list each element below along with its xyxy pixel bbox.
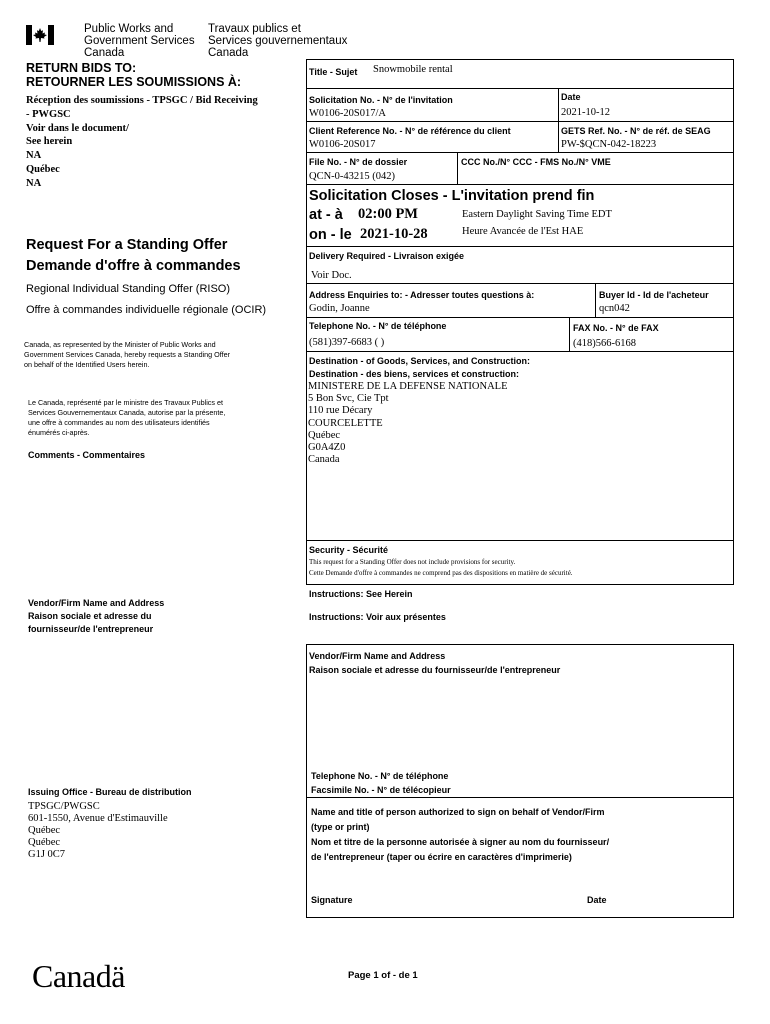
return-bids-line: NA [26,177,42,189]
date-value: 2021-10-12 [561,107,610,118]
page-title [26,235,241,277]
department-line: Canada [208,47,249,59]
page-number: Page 1 of - de 1 [348,970,418,981]
vendor-label-left [28,597,164,636]
paragraph-line: Services Gouvernementaux Canada, autorise par la présente, [28,408,226,417]
department-name-en [84,23,195,59]
date-label: Date [561,92,581,102]
telephone-value: (581)397-6683 ( ) [309,337,385,348]
instructions-fr: Instructions: Voir aux présentes [309,612,446,622]
closing-date-label: on - le [309,227,352,243]
signature-label: Signature [311,895,353,905]
destination-label-en: Destination - of Goods, Services, and Construction: [309,356,531,366]
return-bids-title-en: RETURN BIDS TO: [26,61,137,75]
page-title-fr: Demande d'offre à commandes [26,258,241,274]
buyer-id-value: qcn042 [599,303,630,314]
closing-date-value: 2021-10-28 [360,226,428,242]
closing-title: Solicitation Closes - L'invitation prend fin [309,188,595,204]
destination-line: Canada [308,454,340,466]
address-enquiries-value: Godin, Joanne [309,303,370,314]
destination-label-fr: Destination - des biens, services et construction: [309,369,520,379]
vendor-label-line: Raison sociale et adresse du [28,611,152,621]
gets-reference-label: GETS Ref. No. - N° de réf. de SEAG [561,126,711,136]
gets-reference-value: PW-$QCN-042-18223 [561,139,657,150]
title-value: Snowmobile rental [373,64,453,75]
timezone-en: Eastern Daylight Saving Time EDT [462,209,612,220]
destination-line: COURCELETTE [308,417,383,429]
return-bids-address [26,94,258,191]
return-bids-line: NA [26,150,42,162]
delivery-label: Delivery Required - Livraison exigée [309,251,465,261]
return-bids-heading [26,61,241,89]
issuing-office-address [28,801,168,861]
department-line: Travaux publics et [208,23,301,35]
authorized-signer-line: Nom et titre de la personne autorisée à signer au nom du fournisseur/ [311,837,610,847]
paragraph-line: Le Canada, représenté par le ministre des Travaux Publics et [28,398,223,407]
paragraph-line: énumérés ci-après. [28,428,90,437]
paragraph-line: on behalf of the Identified Users herein. [24,360,150,369]
department-line: Services gouvernementaux [208,35,348,47]
destination-line: MINISTERE DE LA DEFENSE NATIONALE [308,381,508,392]
canada-flag-icon [26,25,54,45]
intro-paragraph-en [24,340,230,370]
department-line: Government Services [84,35,195,47]
destination-address [308,381,508,466]
vendor-telephone-label: Telephone No. - N° de téléphone [311,771,449,781]
vendor-name-address-field[interactable] [308,679,732,767]
department-line: Public Works and [84,23,174,35]
return-bids-line: Voir dans le document/ [26,122,129,134]
canada-wordmark: Canadä [32,958,125,994]
department-line: Canada [84,47,125,59]
intro-paragraph-fr [28,398,225,438]
destination-line: Québec [308,429,341,441]
delivery-value: Voir Doc. [311,270,352,281]
client-reference-label: Client Reference No. - N° de référence du client [309,126,511,136]
file-number-label: File No. - N° de dossier [309,157,408,167]
ccc-number-label: CCC No./N° CCC - FMS No./N° VME [461,157,611,167]
signature-date-label: Date [587,895,607,905]
paragraph-line: Canada, as represented by the Minister of Public Works and [24,340,216,349]
closing-time-value: 02:00 PM [358,206,418,222]
comments-label: Comments - Commentaires [28,450,146,460]
page-title-en: Request For a Standing Offer [26,237,228,253]
solicitation-number-label: Solicitation No. - N° de l'invitation [309,95,453,105]
vendor-name-label: Vendor/Firm Name and Address [309,651,446,661]
vendor-label-line: fournisseur/de l'entrepreneur [28,624,154,634]
return-bids-line: See herein [26,136,73,148]
issuing-line: TPSGC/PWGSC [28,801,100,812]
solicitation-number-value: W0106-20S017/A [309,108,386,119]
authorized-signer-line: de l'entrepreneur (taper ou écrire en caractères d'imprimerie) [311,852,572,862]
authorized-signer-line: (type or print) [311,822,370,832]
closing-time-label: at - à [309,207,343,223]
issuing-line: G1J 0C7 [28,849,66,860]
security-text-en: This request for a Standing Offer does not include provisions for security. [309,558,516,566]
title-label: Title - Sujet [309,67,358,77]
instructions-en: Instructions: See Herein [309,589,413,599]
telephone-label: Telephone No. - N° de téléphone [309,321,447,331]
vendor-fax-label: Facsimile No. - N° de télécopieur [311,785,451,795]
destination-line: 5 Bon Svc, Cie Tpt [308,393,389,405]
file-number-value: QCN-0-43215 (042) [309,171,396,182]
buyer-id-label: Buyer Id - Id de l'acheteur [599,290,709,300]
issuing-line: Québec [28,825,61,836]
destination-line: 110 rue Décary [308,405,373,417]
issuing-line: Québec [28,837,61,848]
destination-line: G0A4Z0 [308,442,346,454]
issuing-line: 601-1550, Avenue d'Estimauville [28,813,168,824]
authorized-signer-label [311,805,609,865]
address-enquiries-label: Address Enquiries to: - Adresser toutes questions à: [309,290,535,300]
timezone-fr: Heure Avancée de l'Est HAE [462,226,584,237]
riso-label: Regional Individual Standing Offer (RISO) [26,283,231,295]
paragraph-line: une offre à commandes au nom des utilisateurs identifiés [28,418,210,427]
vendor-label-line: Vendor/Firm Name and Address [28,598,165,608]
security-label: Security - Sécurité [309,545,389,555]
fax-label: FAX No. - N° de FAX [573,323,659,333]
paragraph-line: Government Services Canada, hereby requests a Standing Offer [24,350,231,359]
return-bids-title-fr: RETOURNER LES SOUMISSIONS À: [26,75,242,89]
return-bids-line: - PWGSC [26,108,71,120]
return-bids-line: Québec [26,163,60,175]
ocir-label: Offre à commandes individuelle régionale (OCIR) [26,304,267,316]
authorized-signer-line: Name and title of person authorized to sign on behalf of Vendor/Firm [311,807,605,817]
department-name-fr [208,23,347,59]
security-text-fr: Cette Demande d'offre à commandes ne comprend pas des dispositions en matière de sécurité. [309,569,573,577]
return-bids-line: Réception des soumissions - TPSGC / Bid Receiving [26,95,258,106]
issuing-office-label: Issuing Office - Bureau de distribution [28,787,192,797]
fax-value: (418)566-6168 [573,338,636,349]
vendor-address-label: Raison sociale et adresse du fournisseur/de l'entrepreneur [309,665,561,675]
client-reference-value: W0106-20S017 [309,139,376,150]
